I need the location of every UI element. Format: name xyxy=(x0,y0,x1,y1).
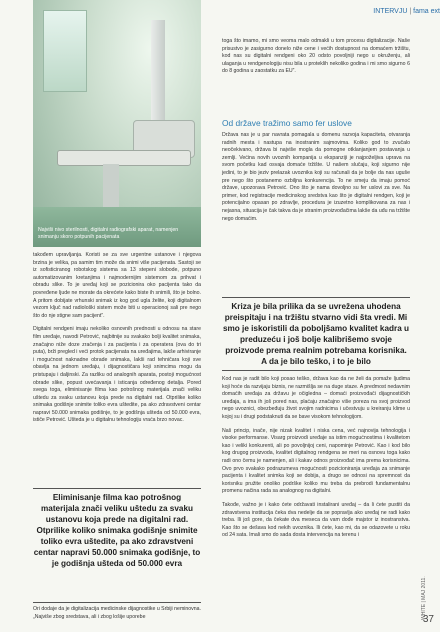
right-column-bottom xyxy=(222,376,410,546)
left-column xyxy=(33,252,201,431)
left-column-bottom xyxy=(33,606,201,627)
left-paragraph-1: takođem upravljanja. Koristi se za sve urgentne ustanove i njegova brzina je velika, pa samim tim može da snimi više pacijenata. Sastoji se iz sofisticiranog robotskog sistema sa 13 stepeni slobode, potpuno automatizovanim kretanjima i najmodernijim sistemom za prihvat i obradu slike. To je uređaj koji se pozicionira oko pacijenta tako da povređene ljude ne morate da okrećete kako biste ih snimili, što je bolno. A pritom dobijate vrhunski snimak iz kog god ugla želite, koji digitalnom vezom ključ nad radiološki sistem može biti u operacionoj sali pre nego što do nje stigne sam pacijent”. xyxy=(33,252,201,319)
section-tag xyxy=(322,5,440,19)
subsection-label: fama ext xyxy=(413,8,440,15)
right-pullquote-bottom-rule xyxy=(222,370,410,371)
right-paragraph-3: Kod nas je radit bilo koji posao teško, država kao da ne želi da pomaže ljudima koji hoće da razvijaju biznis, ne razmišlja se na duge staze. A predmost nedavnim domaćih uređaja za državu je očigledna – domaći proizvođači dijagnostičkih uređaja, a ima ih još pored nas, plaćaju značajno više poreza na svoj proizvod nego uvoznici, obezbeđuju život svojim radnicima i učestvuju u kreiranju klime u kojoj su i drugi podstaknuti da se bave visokom tehnologijom. xyxy=(222,376,410,420)
section-separator: | xyxy=(409,8,412,15)
magazine-issue-label: WHITE | MAJ 2011. xyxy=(421,576,427,620)
left-pullquote: Eliminisanje filma kao potrošnog materijala znači veliku uštedu za svaku ustanovu koja prede na digitalni rad. Otprilike koliko snimaka godišnje snimite toliko evra uštedite, pa ako zdravstveni centar napravi 50.000 snimaka godišnje, to je godišnja ušteda od 50.000 evra xyxy=(33,493,201,568)
right-pullquote: Kriza je bila prilika da se uvrežena uhodena preispitaju i na tržištu stvarno vidi šta vredi. Mi smo je iskoristili da poboljšamo kvalitet kadra u preduzeću i još bolje kalibrišemo svoje proizvode prema realnim potrebama korisnika. A da je bilo teško, i to je bilo xyxy=(222,302,410,366)
left-pullquote-top-rule xyxy=(33,488,201,489)
right-column-middle xyxy=(222,132,410,229)
right-paragraph-2: Država nas je u par navrata pomagala u domenu razvoja kapaciteta, otvaranja radnih mesta i nastupa na inostranim sajmovima. Koliko god to zvučalo neočekivano, država bi najviše mogla da pomogne otklanjanjem postavanja u zemlji. Većina novih uvoznih kompanija u ekspanziji je najpoželjiva uprava na svom početku kad osvaja domaće tržište. U našem slučaju, koji sigurno nije jedini, to je bio jeziv prelazak uvoznika koji su računali da je bolje da nas uguše pre nego što postanemo ozbiljna konkurencija. To ne smeju da imaju pomoć države, upozorava Petrović. Ono što je nama dovoljno su fer uslovi za sve. Na primer, kod registracije medicinskog sredstva kao što je digitalni rendgen, koji je potencijalno opasan po zdravlje, procedura je izuzetno komplikovana za nas i nejasna, situacija je čak takva da je stranim proizvođačima lakše da uđu na tržište nego domaćim. xyxy=(222,132,410,222)
left-paragraph-2: Digitalni rendgeni imaju nekoliko osnovnih prednosti u odnosu na stare film uređaje, navodi Petrović, najbitnije su svakako bolji kvalitet snimaka, značajno niže doze zračenja i za pacijenta i za operatera (ova do tri puta), brži pregled i veći protok pacijenata na uređajima, lakše arhiviranje i mogućnost naknadne obrade snimaka, lakši rad tehničara koji sve obavlja na jednom uređaju, i dijagnostičara koji snimcima mogu da pristupaju i daljinski. Za razliku od analognih aparata, postoji mogućnost obrade slike, popust uvećavanja i isticanja određenog detalja. Pored svega toga, eliminisanje filma kao potrošnog materijala znači veliku uštedu za svaku ustanovu koja prede na digitalni rad. Otprilike koliko snimaka godišnje snimite toliko evra uštedite, pa ako zdravstveni centar napravi 50.000 snimaka godišnje, to je godišnja ušteda od 50.000 evra, ističe Petrović. Ušteda je u digitalnu tehnologiju vraća brzo novac. xyxy=(33,326,201,424)
right-pullquote-top-rule xyxy=(222,297,410,298)
section-heading: Od države tražimo samo fer uslove xyxy=(222,118,352,128)
section-label: INTERVJU xyxy=(373,8,408,15)
left-pullquote-bottom-rule xyxy=(33,602,201,603)
right-paragraph-5: Takođe, važno je i kako ćete održavati instalirani uređaj – da li ćete pustiti da zdravstvena institucija čeka dva nedelje da se popravlja ako uređaj ne radi kako treba. Ili još gore, da čekate dva meseca da vam dođe majstor iz inostranstva. Kao što se dešava kod nekih uvoznika. Ili ćete, kao mi, da se odazovete u roku od 24 sata. Imali smo do sada dosta intervencija na terenu i xyxy=(222,501,410,539)
page-footer xyxy=(398,606,438,628)
page-number: 37 xyxy=(422,614,434,625)
left-paragraph-3: Ori dodaje da je digitalizacija medicinske dijagnostike u Srbiji neminovna. „Najviše zbog sredstava, ali i zbog lošije uporebe xyxy=(33,606,201,620)
photo-window xyxy=(43,10,87,92)
photo-caption: Najviši nivo sterilnosti, digitalni radiografski aparat, namenjen snimanju skoro potpunih pacijenata xyxy=(38,227,179,240)
photo-patient-table xyxy=(57,150,191,166)
right-column-top xyxy=(222,38,410,82)
right-paragraph-1: toga što imamo, mi smo veoma malo odmakli u tom procesu digitalizacije. Naše prisustvo je zasigurno donelo niže cene i većih dostupnost na domaćem tržištu, kod nas su digitalni rendgeni oko 20 odsto povoljniji nego u okruženju, ali ulaganja u rendgenologiju nisu bila u proteklih nekoliko godina i mi smo sigurno 6 do 8 godina u zaostatku za EU”. xyxy=(222,38,410,75)
xray-room-photo xyxy=(33,0,201,247)
right-paragraph-4: Naš princip, inače, nije nizak kvalitet i niska cena, već najnovija tehnologija i visoke performanse. Visarg proizvodi uređaje sa istim mogućnostima i kvalitetom kao i veliki konkurenti, ali po povoljnijoj ceni, napominje Petrović. Kao i kod bilo kog drugog proizvoda, kvalitet digitalnog rendgena se meri na osnovu toga kako radi ono čemu je namenjen, ali i kakav odnos proizvođač ima prema korisnicima. Ovo prvo svakako podrazumeva mogućnosti pozicioniranja uređaja za snimanje pacijenta i kvalitet snimka koji se dobija, a drugo se odnosi na spremnost da korisniku pružite onoliko podrške koliko mu treba da prebrodi fundamentalnu promenu načina rada sa analognog na digitalni. xyxy=(222,427,410,495)
